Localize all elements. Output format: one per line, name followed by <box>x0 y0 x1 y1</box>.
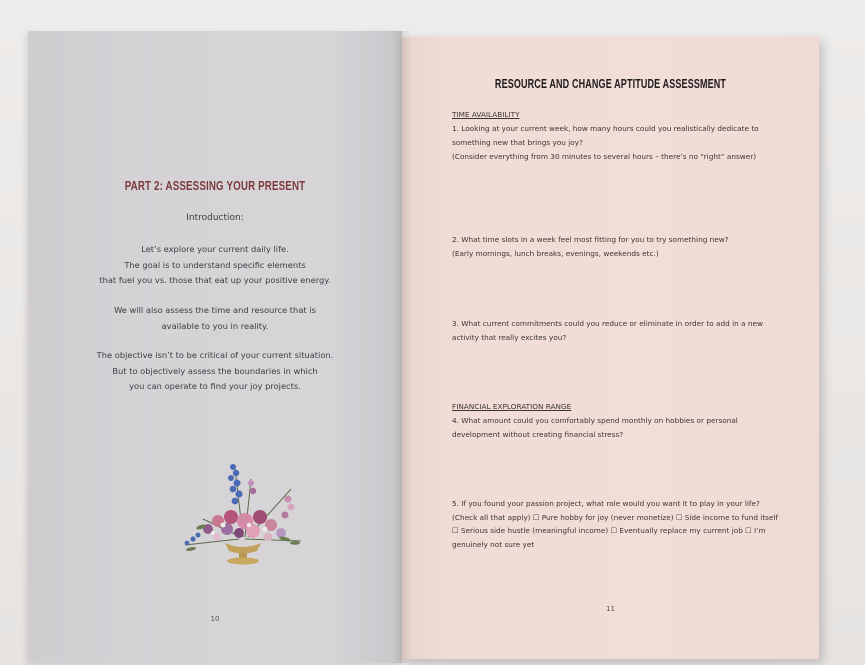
question-2: 2. What time slots in a week feel most fitting for you to try something new? <box>452 235 729 244</box>
left-page <box>28 31 402 663</box>
paragraph-line: you can operate to find your joy projects. <box>129 381 301 391</box>
paragraph-line: We will also assess the time and resource that is <box>114 305 316 315</box>
question-2-note: (Early mornings, lunch breaks, evenings, weekends etc.) <box>452 249 659 258</box>
paragraph-line: The objective isn’t to be critical of your current situation. <box>96 350 334 360</box>
page-number: 10 <box>210 615 220 623</box>
question-1: 1. Looking at your current week, how many hours could you realistically dedicate to something new that brings you joy? <box>452 124 759 147</box>
question-1-note: (Consider everything from 30 minutes to several hours – there’s no “right” answer) <box>452 152 757 161</box>
section-heading-financial: FINANCIAL EXPLORATION RANGE <box>452 402 572 411</box>
question-5: 5. If you found your passion project, what role would you want it to play in your life? (Check all that apply) ☐ Pure hobby for joy (never monetize) ☐ Side income to fund itself ☐ Serious side hustle (meaningful income) ☐ Eventually replace my current job ☐ I’m genuinely not sure yet <box>452 499 779 550</box>
left-page-title: PART 2: ASSESSING YOUR PRESENT <box>124 179 306 193</box>
roses <box>203 480 295 542</box>
section-heading-time: TIME AVAILABILITY <box>452 110 520 119</box>
intro-paragraph-2 <box>28 303 402 334</box>
paragraph-line: Let’s explore your current daily life. <box>141 244 289 254</box>
flower-arrangement-image <box>173 459 313 569</box>
intro-paragraph-3 <box>28 348 402 395</box>
right-page <box>402 37 819 659</box>
intro-paragraph-1 <box>28 242 402 289</box>
question-4: 4. What amount could you comfortably spend monthly on hobbies or personal development without creating financial stress? <box>452 416 738 439</box>
paragraph-line: The goal is to understand specific elements <box>124 259 306 270</box>
right-page-title: RESOURCE AND CHANGE APTITUDE ASSESSMENT <box>494 77 727 91</box>
question-3: 3. What current commitments could you reduce or eliminate in order to add in a new activity that really excites you? <box>452 319 763 342</box>
paragraph-line: But to objectively assess the boundaries in which <box>112 365 318 376</box>
gold-vase <box>225 543 261 565</box>
paragraph-line: available to you in reality. <box>161 320 269 331</box>
paragraph-line: that fuel you vs. those that eat up your positive energy. <box>99 275 331 285</box>
page-number: 11 <box>606 605 615 613</box>
intro-heading: Introduction: <box>186 213 244 223</box>
